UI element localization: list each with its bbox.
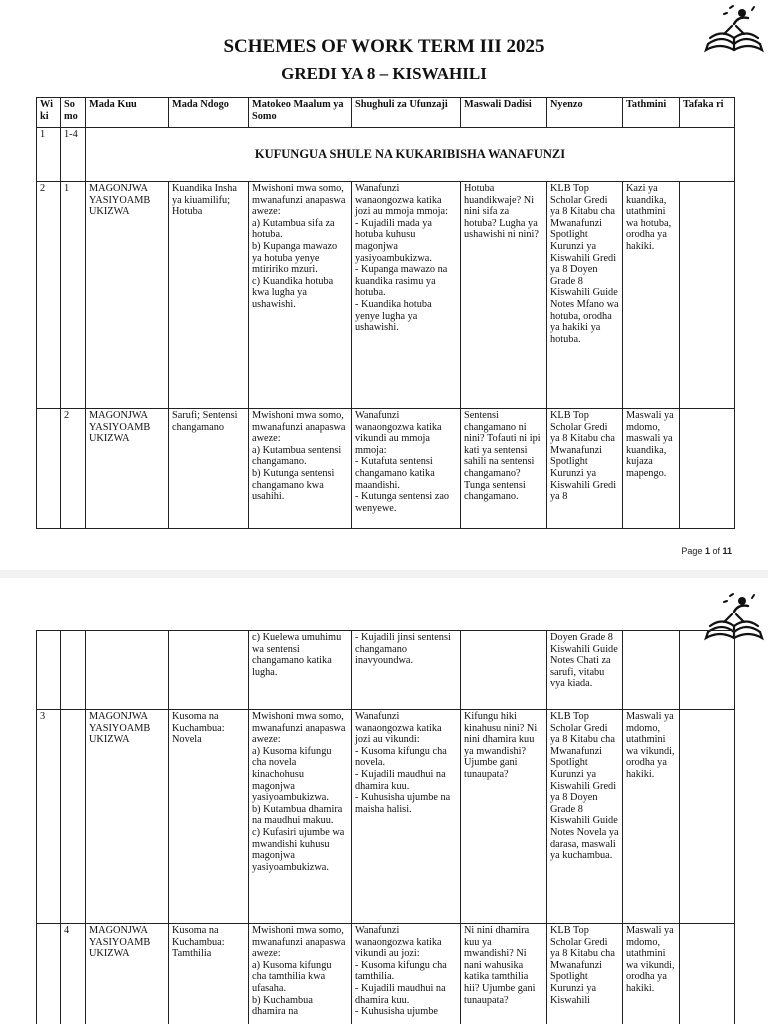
table-row — [37, 631, 735, 710]
cell-tathmini — [623, 631, 680, 710]
shughuli-line: - Kuhusisha ujumbe — [355, 1006, 438, 1018]
banner-text: KUFUNGUA SHULE NA KUKARIBISHA WANAFUNZI — [86, 128, 735, 182]
cell-mada-ndogo: Kusoma na Kuchambua: Tamthilia — [169, 924, 249, 1024]
cell-nyenzo: KLB Top Scholar Gredi ya 8 Kitabu cha Mwanafunzi Spotlight Kurunzi ya Kiswahili Gredi ya 8 — [547, 409, 623, 529]
header-mada-ndogo: Mada Ndogo — [169, 98, 249, 128]
header-tathmini: Tathmini — [623, 98, 680, 128]
shughuli-line: - Kutunga sentensi zao wenyewe. — [355, 491, 450, 514]
matokeo-line: b) Kuchambua dhamira na — [252, 994, 313, 1018]
cell-week — [37, 924, 61, 1024]
matokeo-line: Mwishoni mwa somo, mwanafunzi anapaswa aweze: — [252, 925, 346, 960]
footer-prefix: Page — [681, 546, 705, 556]
shughuli-line: Wanafunzi wanaongozwa katika jozi au mmoja mmoja: — [355, 183, 448, 218]
shughuli-line: Wanafunzi wanaongozwa katika jozi au vikundi: — [355, 711, 442, 746]
shughuli-line: - Kujadili mada ya hotuba kuhusu magonjwa yasiyoambukizwa. — [355, 217, 432, 264]
matokeo-line: b) Kutambua dhamira na maudhui makuu. — [252, 803, 343, 827]
cell-matokeo — [249, 631, 352, 710]
table-header-row — [37, 98, 735, 128]
cell-nyenzo: KLB Top Scholar Gredi ya 8 Kitabu cha Mwanafunzi Spotlight Kurunzi ya Kiswahili — [547, 924, 623, 1024]
header-nyenzo: Nyenzo — [547, 98, 623, 128]
matokeo-line: Mwishoni mwa somo, mwanafunzi anapaswa aweze: — [252, 711, 346, 746]
shughuli-line: - Kusoma kifungu cha novela. — [355, 745, 447, 769]
cell-tafakari — [680, 924, 735, 1024]
table-row-banner — [37, 128, 735, 182]
shughuli-line: - Kuandika hotuba yenye lugha ya ushawishi. — [355, 298, 432, 334]
cell-mada-ndogo: Kusoma na Kuchambua: Novela — [169, 710, 249, 924]
header-mada-kuu: Mada Kuu — [86, 98, 169, 128]
cell-mada-kuu: MAGONJWA YASIYOAMB UKIZWA — [86, 409, 169, 529]
cell-tafakari — [680, 409, 735, 529]
cell-tafakari — [680, 182, 735, 409]
footer-page: 1 — [704, 546, 710, 556]
cell-lesson: 2 — [61, 409, 86, 529]
cell-maswali: Kifungu hiki kinahusu nini? Ni nini dhamira kuu ya mwandishi? Ujumbe gani tunaupata? — [461, 710, 547, 924]
cell-tathmini: Maswali ya mdomo, utathmini wa vikundi, orodha ya hakiki. — [623, 924, 680, 1024]
matokeo-line: Mwishoni mwa somo, mwanafunzi anapaswa aweze: — [252, 183, 346, 218]
header-shughuli: Shughuli za Ufunzaji — [352, 98, 461, 128]
matokeo-line: c) Kuandika hotuba kwa lugha ya ushawishi. — [252, 275, 334, 310]
footer-total: 11 — [722, 546, 732, 556]
cell-nyenzo: KLB Top Scholar Gredi ya 8 Kitabu cha Mwanafunzi Spotlight Kurunzi ya Kiswahili Gredi ya 8 Doyen Grade 8 Kiswahili Guide Notes Novela ya darasa, maswali ya kuchambua. — [547, 710, 623, 924]
cell-lesson: 1 — [61, 182, 86, 409]
matokeo-line: c) Kuelewa umuhimu wa sentensi changamano katika lugha. — [252, 632, 342, 678]
shughuli-line: Wanafunzi wanaongozwa katika vikundi au jozi: — [355, 925, 442, 960]
shughuli-line: - Kutafuta sentensi changamano katika maandishi. — [355, 456, 435, 491]
document-subtitle: GREDI YA 8 – KISWAHILI — [281, 64, 487, 83]
matokeo-line: a) Kutambua sentensi changamano. — [252, 444, 342, 468]
cell-week: 2 — [37, 182, 61, 409]
cell-mada-ndogo: Kuandika Insha ya kiuamilifu; Hotuba — [169, 182, 249, 409]
cell-matokeo — [249, 182, 352, 409]
shughuli-line: - Kujadili jinsi sentensi changamano inavyoundwa. — [355, 632, 451, 667]
cell-matokeo — [249, 710, 352, 924]
matokeo-line: b) Kupanga mawazo ya hotuba yenye mtiririko mzuri. — [252, 240, 338, 276]
cell-shughuli — [352, 409, 461, 529]
shughuli-line: Wanafunzi wanaongozwa katika vikundi au mmoja mmoja: — [355, 410, 442, 456]
matokeo-line: b) Kutunga sentensi changamano kwa usahihi. — [252, 467, 335, 503]
header-wiki: Wi ki — [37, 98, 61, 128]
cell-tathmini: Maswali ya mdomo, utathmini wa vikundi, orodha ya hakiki. — [623, 710, 680, 924]
shughuli-line: - Kusoma kifungu cha tamthilia. — [355, 959, 447, 983]
scheme-table-page-1 — [36, 97, 735, 529]
cell-mada-kuu — [86, 631, 169, 710]
cell-tafakari — [680, 710, 735, 924]
cell-matokeo — [249, 409, 352, 529]
header-maswali: Maswali Dadisi — [461, 98, 547, 128]
document-title: SCHEMES OF WORK TERM III 2025 — [223, 36, 545, 57]
matokeo-line: a) Kusoma kifungu cha novela kinachohusu magonjwa yasiyoambukizwa. — [252, 745, 332, 804]
cell-tafakari — [680, 631, 735, 710]
cell-maswali — [461, 631, 547, 710]
matokeo-line: Mwishoni mwa somo, mwanafunzi anapaswa aweze: — [252, 410, 346, 445]
cell-mada-ndogo: Sarufi; Sentensi changamano — [169, 409, 249, 529]
cell-maswali: Sentensi changamano ni nini? Tofauti ni ipi kati ya sentensi sahili na sentensi changamano? Tunga sentensi changamano. — [461, 409, 547, 529]
cell-mada-kuu: MAGONJWA YASIYOAMB UKIZWA — [86, 924, 169, 1024]
shughuli-line: - Kupanga mawazo na kuandika rasimu ya hotuba. — [355, 264, 448, 299]
page-gap — [0, 570, 768, 578]
header-tafakari: Tafaka ri — [680, 98, 735, 128]
cell-week: 3 — [37, 710, 61, 924]
shughuli-line: - Kujadili maudhui na dhamira kuu. — [355, 982, 446, 1006]
cell-tathmini: Maswali ya mdomo, maswali ya kuandika, kujaza mapengo. — [623, 409, 680, 529]
shughuli-line: - Kuhusisha ujumbe na maisha halisi. — [355, 792, 451, 815]
document-page-2 — [0, 578, 768, 1024]
cell-lesson: 4 — [61, 924, 86, 1024]
cell-lesson — [61, 710, 86, 924]
cell-lesson — [61, 631, 86, 710]
table-row — [37, 924, 735, 1024]
cell-tathmini: Kazi ya kuandika, utathmini wa hotuba, orodha ya hakiki. — [623, 182, 680, 409]
table-row — [37, 409, 735, 529]
table-row — [37, 182, 735, 409]
cell-maswali: Hotuba huandikwaje? Ni nini sifa za hotuba? Lugha ya ushawishi ni nini? — [461, 182, 547, 409]
cell-mada-ndogo — [169, 631, 249, 710]
cell-shughuli — [352, 924, 461, 1024]
cell-week — [37, 631, 61, 710]
table-row — [37, 710, 735, 924]
page-number-footer — [681, 546, 732, 556]
cell-matokeo — [249, 924, 352, 1024]
matokeo-line: a) Kutambua sifa za hotuba. — [252, 217, 335, 241]
cell-mada-kuu: MAGONJWA YASIYOAMB UKIZWA — [86, 182, 169, 409]
cell-week — [37, 409, 61, 529]
cell-week: 1 — [37, 128, 61, 182]
matokeo-line: a) Kusoma kifungu cha tamthilia kwa ufasaha. — [252, 959, 332, 994]
cell-maswali: Ni nini dhamira kuu ya mwandishi? Ni nani wahusika katika tamthilia hii? Ujumbe gani tunaupata? — [461, 924, 547, 1024]
scheme-table-page-2 — [36, 630, 735, 1024]
cell-shughuli — [352, 631, 461, 710]
shughuli-line: - Kujadili maudhui na dhamira kuu. — [355, 768, 446, 792]
cell-lesson: 1-4 — [61, 128, 86, 182]
cell-shughuli — [352, 182, 461, 409]
header-matokeo: Matokeo Maalum ya Somo — [249, 98, 352, 128]
cell-shughuli — [352, 710, 461, 924]
header-somo: So mo — [61, 98, 86, 128]
matokeo-line: c) Kufasiri ujumbe wa mwandishi kuhusu magonjwa yasiyoambukizwa. — [252, 826, 345, 873]
footer-of: of — [709, 546, 723, 556]
cell-nyenzo: Doyen Grade 8 Kiswahili Guide Notes Chati za sarufi, vitabu vya kiada. — [547, 631, 623, 710]
cell-mada-kuu: MAGONJWA YASIYOAMB UKIZWA — [86, 710, 169, 924]
cell-nyenzo: KLB Top Scholar Gredi ya 8 Kitabu cha Mwanafunzi Spotlight Kurunzi ya Kiswahili Gredi ya 8 Doyen Grade 8 Kiswahili Guide Notes Mfano wa hotuba, orodha ya hakiki ya hotuba. — [547, 182, 623, 409]
